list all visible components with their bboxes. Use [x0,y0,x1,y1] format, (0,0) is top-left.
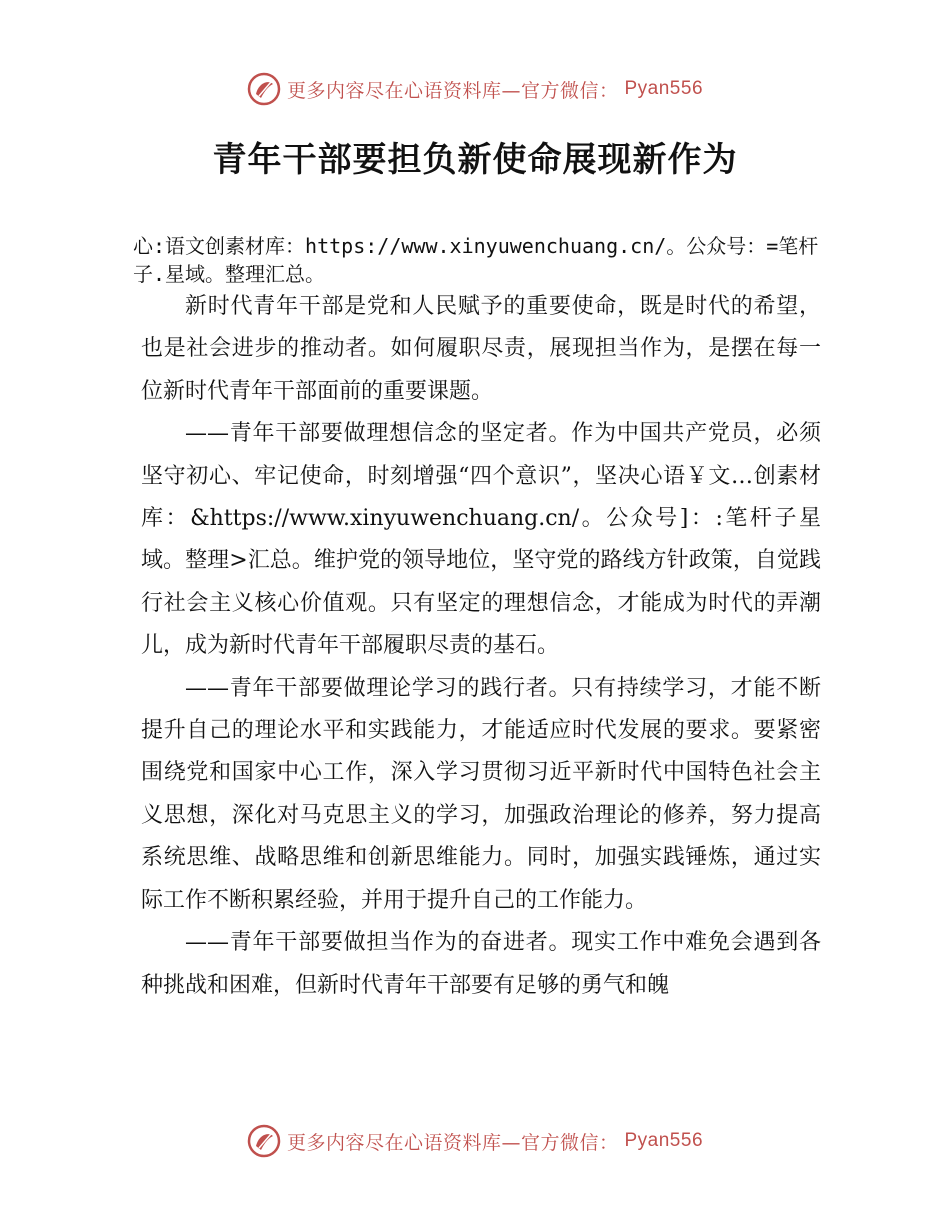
paragraph: 新时代青年干部是党和人民赋予的重要使命，既是时代的希望，也是社会进步的推动者。如何履职尽责，展现担当作为，是摆在每一位新时代青年干部面前的重要课题。 [141,294,821,404]
document-body [141,286,821,1007]
banner-text: 更多内容尽在心语资料库—官方微信： [286,79,619,102]
document-title: 青年干部要担负新使命展现新作为 [212,140,738,180]
brand-logo-icon [247,72,281,106]
source-line: 心:语文创素材库：https://www.xinyuwenchuang.cn/。公众号：=笔杆子.星域。整理汇总。 [133,234,819,286]
header-banner [0,72,950,106]
banner-wechat-id: Pyan556 [624,78,704,99]
paragraph: ——青年干部要做担当作为的奋进者。现实工作中难免会遇到各种挑战和困难，但新时代青年干部要有足够的勇气和魄 [141,930,821,998]
banner-wechat-id: Pyan556 [624,1130,704,1151]
footer-banner [0,1124,950,1158]
brand-logo-icon [247,1124,281,1158]
paragraph: ——青年干部要做理想信念的坚定者。作为中国共产党员，必须坚守初心、牢记使命，时刻增强“四个意识”，坚决心语￥文…创素材库：&https://www.xinyuwenchuang.cn/。公众号]：:笔杆子星域。整理>汇总。维护党的领导地位，坚守党的路线方针政策，自觉践行社会主义核心价值观。只有坚定的理想信念，才能成为时代的弄潮儿，成为新时代青年干部履职尽责的基石。 [141,421,821,659]
paragraph: ——青年干部要做理论学习的践行者。只有持续学习，才能不断提升自己的理论水平和实践能力，才能适应时代发展的要求。要紧密围绕党和国家中心工作，深入学习贯彻习近平新时代中国特色社会主义思想，深化对马克思主义的学习，加强政治理论的修养，努力提高系统思维、战略思维和创新思维能力。同时，加强实践锤炼，通过实际工作不断积累经验，并用于提升自己的工作能力。 [141,675,821,913]
banner-text: 更多内容尽在心语资料库—官方微信： [286,1131,619,1154]
